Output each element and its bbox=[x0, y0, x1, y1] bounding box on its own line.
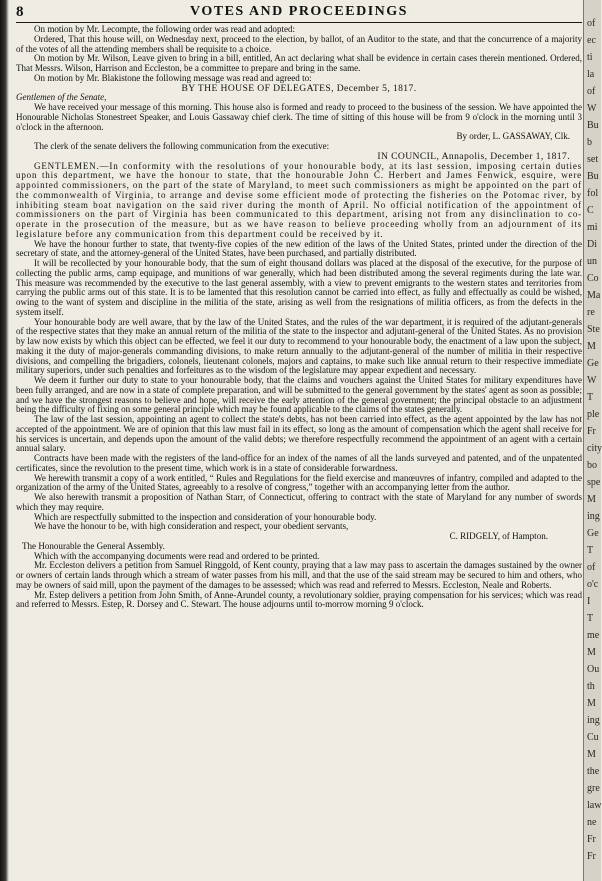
paragraph: We deem it further our duty to state to your honourable body, that the claims and vouchers against the United States for military expenditures have been fully arranged, and are now in a state of complete preparation, and will be submitted to the general government by the states' agent as soon as possible; and we have the strongest reasons to believe and hope, will receive the early attention of the general government; the principal obstacle to an adjustment being the difficulty of fixing on some general principle which may be found applicable to the claims of the states generally. bbox=[16, 375, 582, 415]
paragraph: It will be recollected by your honourable body, that the sum of eight thousand dollars was placed at the disposal of the executive, for the purpose of collecting the public arms, camp equipage, and munitions of war generally, which had been distributed among the several regiments during the late war. This measure was recommended by the executive to the last general assembly, with a view to prevent emigrants to the western states and territories from carrying the public arms out of this state. It is to be lamented that this resolution cannot be carried into effect, as fully and effectually as could be wished, owing to the want of system and discipline in the militia of the state, arising as well from the resignations of militia officers, as from the defects in the system itself. bbox=[16, 258, 582, 317]
paragraph: We herewith transmit a copy of a work entitled, “ Rules and Regulations for the field exercise and manœuvres of infantry, compiled and adapted to the organization of the army of the United States, agreeably to a resolve of congress,” together with an accompanying letter from the author. bbox=[16, 472, 582, 493]
adjacent-page-word: I bbox=[587, 596, 591, 607]
adjacent-page-word: gre bbox=[587, 783, 600, 794]
adjacent-page-word: T bbox=[587, 392, 594, 403]
adjacent-page-word: of bbox=[587, 86, 596, 97]
adjacent-page-word: M bbox=[587, 494, 596, 505]
paragraph: The Honourable the General Assembly. bbox=[22, 540, 165, 551]
adjacent-page-word: Bu bbox=[587, 171, 599, 182]
adjacent-page-word: Fr bbox=[587, 851, 596, 862]
running-title: VOTES AND PROCEEDINGS bbox=[190, 4, 408, 19]
adjacent-page-word: spe bbox=[587, 477, 601, 488]
adjacent-page-word: ne bbox=[587, 817, 597, 828]
running-head bbox=[16, 4, 582, 23]
adjacent-page-word: Ste bbox=[587, 324, 600, 335]
adjacent-page-word: Ge bbox=[587, 528, 599, 539]
adjacent-page-word: T bbox=[587, 545, 594, 556]
paragraph: Which with the accompanying documents were read and ordered to be printed. bbox=[34, 550, 320, 561]
paragraph: C. RIDGELY, of Hampton. bbox=[449, 531, 548, 541]
adjacent-page-fragment bbox=[586, 0, 600, 881]
paragraph: On motion by Mr. Wilson, Leave given to bring in a bill, entitled, An act declaring what shall be evidence in certain cases therein mentioned. Ordered, That Messrs. Wilson, Harrison and Eccleston, be a committee to prepare and bring in the same. bbox=[16, 53, 582, 73]
paragraph: Mr. Estep delivers a petition from John Smith, of Anne-Arundel county, a revolutionary soldier, praying compensation for his services; which was read and referred to Messrs. Estep, R. Dorsey and C. Stewart. The house adjourns until to-morrow morning 9 o'clock. bbox=[16, 589, 582, 610]
scan-left-edge bbox=[0, 0, 9, 881]
paragraph: By order, L. GASSAWAY, Clk. bbox=[456, 131, 570, 142]
paragraph: IN COUNCIL, Annapolis, December 1, 1817. bbox=[377, 150, 570, 162]
paragraph: Which are respectfully submitted to the inspection and consideration of your honourable body. bbox=[34, 511, 377, 522]
adjacent-page-word: Ma bbox=[587, 290, 601, 301]
adjacent-page-word: th bbox=[587, 681, 595, 692]
adjacent-page-word: C bbox=[587, 205, 594, 216]
adjacent-page-word: law bbox=[587, 800, 602, 811]
adjacent-page-word: of bbox=[587, 562, 596, 573]
adjacent-page-word: Co bbox=[587, 273, 599, 284]
adjacent-page-word: M bbox=[587, 698, 596, 709]
paragraph: On motion by Mr. Blakistone the following message was read and agreed to: bbox=[34, 72, 312, 83]
adjacent-page-word: W bbox=[587, 375, 597, 386]
adjacent-page-word: T bbox=[587, 613, 594, 624]
adjacent-page-word: M bbox=[587, 749, 596, 760]
adjacent-page-word: city bbox=[587, 443, 602, 454]
document-page bbox=[16, 4, 582, 876]
adjacent-page-word: W bbox=[587, 103, 597, 114]
paragraph: We have received your message of this morning. This house also is formed and ready to proceed to the business of the session. We have appointed the Honourable Nicholas Stonestreet Speaker, and Louis Gassaway chief clerk. The time of sitting of this house will be from 9 o'clock in the morning until 3 o'clock in the afternoon. bbox=[16, 102, 582, 132]
paragraph: Gentlemen of the Senate, bbox=[16, 92, 107, 103]
paragraph: Ordered, That this house will, on Wednesday next, proceed to the election, by ballot, of an Auditor to the state, and that the concurrence of a majority of the votes of all the attending members shall be requisite to a choice. bbox=[16, 33, 582, 54]
adjacent-page-word: la bbox=[587, 69, 595, 80]
adjacent-page-word: b bbox=[587, 137, 592, 148]
adjacent-page-word: re bbox=[587, 307, 595, 318]
adjacent-page-word: Di bbox=[587, 239, 597, 250]
adjacent-page-word: ti bbox=[587, 52, 593, 63]
paragraph: We have the honour to be, with high consideration and respect, your obedient servants, bbox=[34, 521, 349, 532]
adjacent-page-word: ec bbox=[587, 35, 596, 46]
adjacent-page-word: me bbox=[587, 630, 600, 641]
adjacent-page-word: M bbox=[587, 341, 596, 352]
paragraph: We have the honour further to state, that twenty-five copies of the new edition of the laws of the United States, printed under the direction of the secretary of state, and the attorney-general of the United States, have been purchased, and partially distributed. bbox=[16, 238, 582, 259]
adjacent-page-word: un bbox=[587, 256, 597, 267]
adjacent-page-word: M bbox=[587, 647, 596, 658]
paragraph: BY THE HOUSE OF DELEGATES, December 5, 1817. bbox=[181, 82, 417, 94]
paragraph: On motion by Mr. Lecompte, the following order was read and adopted: bbox=[34, 24, 296, 34]
adjacent-page-word: Fr bbox=[587, 426, 596, 437]
body-text bbox=[16, 25, 582, 610]
adjacent-page-word: set bbox=[587, 154, 599, 165]
adjacent-page-word: Ou bbox=[587, 664, 600, 675]
page-number: 8 bbox=[16, 4, 24, 20]
paragraph: We also herewith transmit a proposition of Nathan Starr, of Connecticut, offering to contract with the state of Maryland for any number of swords which they may require. bbox=[16, 492, 582, 512]
adjacent-page-word: Fr bbox=[587, 834, 596, 845]
adjacent-page-word: ing bbox=[587, 715, 600, 726]
adjacent-page-word: Ge bbox=[587, 358, 599, 369]
adjacent-page-word: ing bbox=[587, 511, 600, 522]
paragraph: Mr. Eccleston delivers a petition from Samuel Ringgold, of Kent county, praying that a law may pass to ascertain the damages sustained by the owner or owners of certain lands through which a stream of water passes from his mill, and that the use of the said stream may be secured to him and others, who may be owners of said mill, upon the payment of the damages to be assessed; which was read and referred to Messrs. Eccleston, Neale and Roberts. bbox=[16, 560, 582, 590]
adjacent-page-word: fol bbox=[587, 188, 599, 199]
paragraph: Your honourable body are well aware, that by the law of the United States, and the rules of the war department, it is required of the adjutant-generals of the respective states that they make an annual return of the militia of the state to the inspector and adjutant-general of the United States. As no provision by law now exists by which this object can be effected, we feel it our duty to recommend to your honourable body, the enactment of a law upon the subject, making it the duty of major-generals commanding divisions, to make return annually to the adjutant-general of the number of militia in their respective divisions, and compelling the brigadiers, colonels, lieutenant colonels, majors and captains, to make such like annual return to their respective immediate military superiors, under such penalties and forfeitures as to the wisdom of the legislature may appear expedient and necessary. bbox=[16, 316, 582, 376]
adjacent-page-word: ple bbox=[587, 409, 600, 420]
adjacent-page-word: Bu bbox=[587, 120, 599, 131]
adjacent-page-word: o'c bbox=[587, 579, 599, 590]
paragraph: The clerk of the senate delivers the following communication from the executive: bbox=[34, 141, 330, 151]
adjacent-page-word: mi bbox=[587, 222, 598, 233]
paragraph: GENTLEMEN.—In conformity with the resolutions of your honourable body, at its last session, imposing certain duties upon this department, we have the honour to state, that the honourable John C. Herbert and James Fenwick, esquire, were appointed commissioners, on the part of the state of Maryland, to meet such commissioners as might be appointed on the part of the commonwealth of Virginia, to arrange and devise some efficient mode of protecting the fisheries on the Potomac river, by inhibiting steam boat navigation on the said river during the month of April. No official notification of the appointment of commissioners on the part of Virginia has been communicated to this department, arising not from any disinclination to co-operate in the prosecution of the measure, but as we have reason to believe proceeding wholly from an adjournment of its legislature before any communication from this department could be received by it. bbox=[16, 160, 582, 239]
adjacent-page-word: bo bbox=[587, 460, 597, 471]
paragraph: The law of the last session, appointing an agent to collect the state's debts, has not been carried into effect, as the agent appointed by the law has not accepted of the appointment. We are of opinion that this law must fail in its effect, so long as the amount of compensation which the agent shall receive for his services is uncertain, and depends upon the amount of the valid debts; we therefore respectfully recommend the appointment of an agent with a certain annual salary. bbox=[16, 414, 582, 454]
paragraph: Contracts have been made with the registers of the land-office for an index of the names of all the lands surveyed and patented, and of the unpatented certificates, since the revolution to the present time, which work is in a state of considerable forwardness. bbox=[16, 453, 582, 473]
adjacent-page-word: Cu bbox=[587, 732, 599, 743]
adjacent-page-word: of bbox=[587, 18, 596, 29]
adjacent-page-word: the bbox=[587, 766, 600, 777]
